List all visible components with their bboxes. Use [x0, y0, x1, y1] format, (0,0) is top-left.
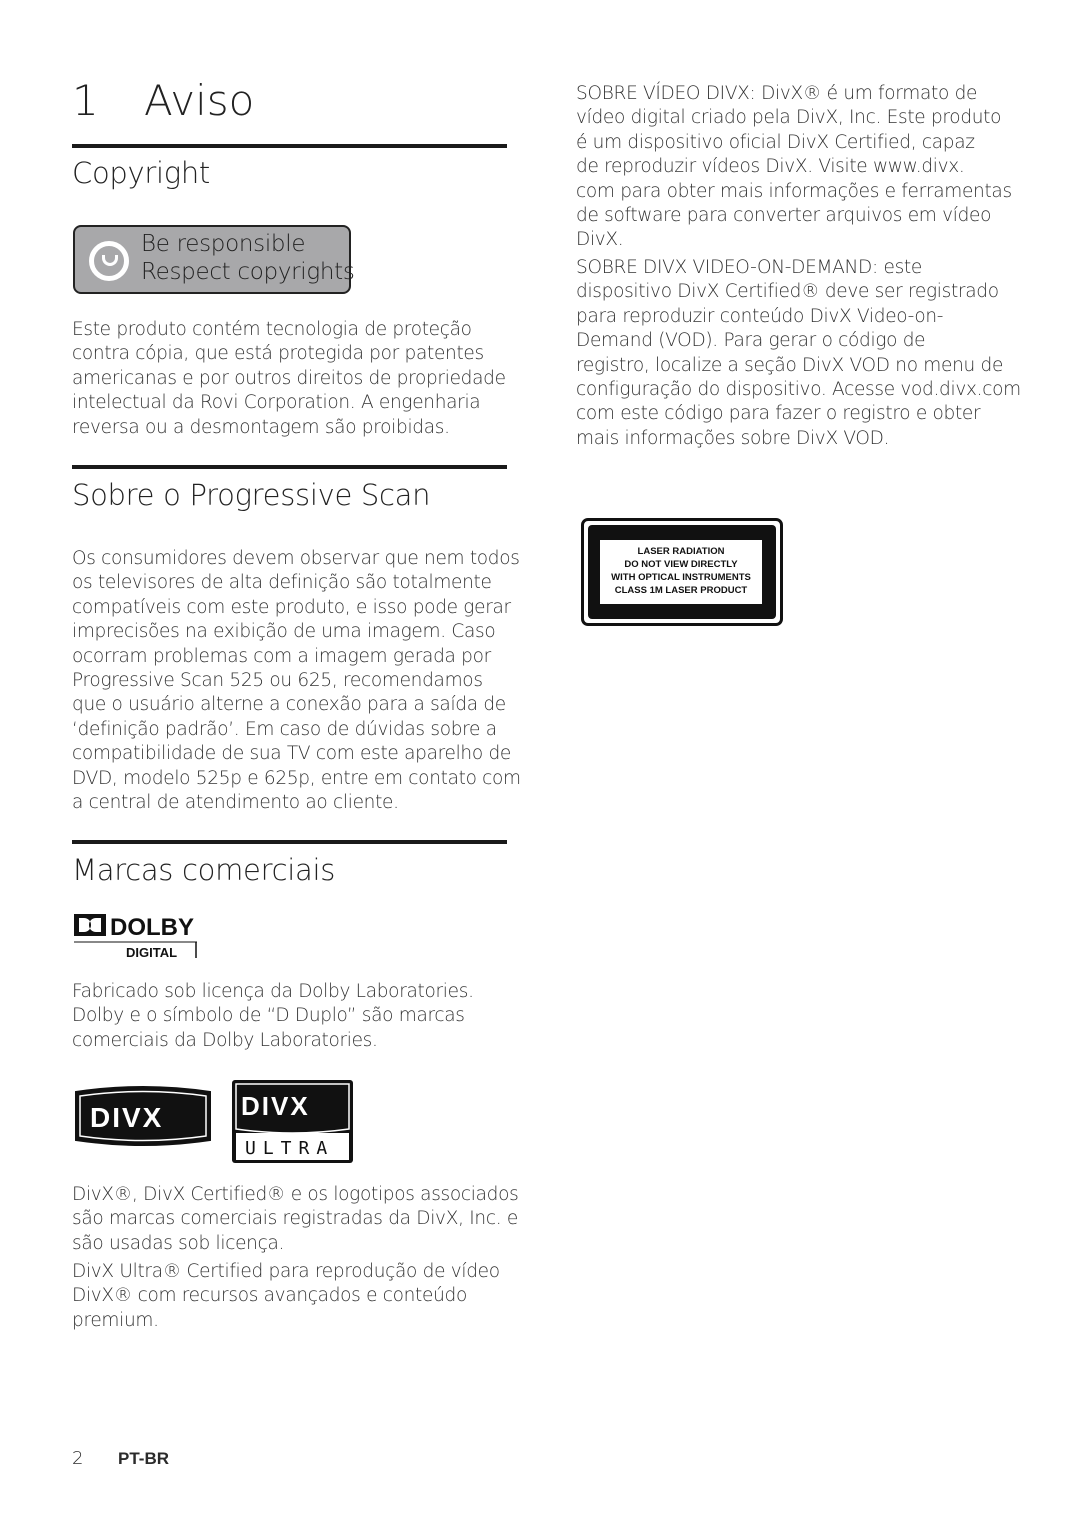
- heading-trademarks: Marcas comerciais: [72, 853, 336, 887]
- text-line: contra cópia, que está protegida por patentes: [72, 343, 484, 365]
- text-line: LASER RADIATION: [637, 546, 725, 557]
- chapter-number: 1: [72, 76, 99, 125]
- text-line: compatíveis com este produto, e isso pode gerar: [72, 596, 511, 618]
- text-line: ‘definição padrão’. Em caso de dúvidas sobre a: [72, 718, 497, 740]
- text-line: americanas e por outros direitos de propriedade: [72, 367, 506, 389]
- divx-logo: [72, 1084, 214, 1148]
- section-rule: [72, 840, 507, 844]
- text-line: é um dispositivo oficial DivX Certified, capaz: [576, 131, 975, 153]
- text-line: Dolby e o símbolo de “D Duplo” são marcas: [72, 1005, 465, 1027]
- text-line: SOBRE VÍDEO DIVX: DivX® é um formato de: [576, 83, 978, 104]
- text-line: DVD, modelo 525p e 625p, entre em contato com: [72, 767, 521, 789]
- divx-trademark-text: [72, 1183, 518, 1256]
- text-line: são usadas sob licença.: [72, 1232, 285, 1254]
- text-line: imprecisões na exibição de uma imagem. Caso: [72, 621, 496, 643]
- text-line: DivX Ultra® Certified para reprodução de vídeo: [72, 1261, 500, 1282]
- dolby-digital-word: DIGITAL: [126, 945, 178, 960]
- laser-warning-label: [581, 518, 783, 626]
- laser-label-text: [600, 540, 762, 604]
- divx-word: DIVX: [90, 1102, 164, 1133]
- text-line: os televisores de alta definição são totalmente: [72, 572, 492, 594]
- text-line: Progressive Scan 525 ou 625, recomendamos: [72, 670, 483, 692]
- text-line: DO NOT VIEW DIRECTLY: [624, 559, 738, 570]
- text-line: intelectual da Rovi Corporation. A engenharia: [72, 392, 481, 414]
- text-line: são marcas comerciais registradas da DivX, Inc. e: [72, 1208, 518, 1230]
- text-line: registro, localize a seção DivX VOD no menu de: [576, 354, 1004, 376]
- dolby-word: DOLBY: [110, 914, 194, 941]
- text-line: DivX®, DivX Certified® e os logotipos associados: [72, 1184, 519, 1205]
- text-line: ocorram problemas com a imagem gerada por: [72, 645, 491, 667]
- text-line: de reproduzir vídeos DivX. Visite www.divx.: [576, 156, 965, 178]
- dolby-digital-logo: [73, 912, 199, 960]
- divx-ultra-logo: [231, 1079, 354, 1164]
- text-line: configuração do dispositivo. Acesse vod.divx.com: [576, 379, 1021, 401]
- text-line: Fabricado sob licença da Dolby Laboratories.: [72, 981, 474, 1002]
- heading-copyright: Copyright: [72, 156, 210, 190]
- text-line: dispositivo DivX Certified® deve ser registrado: [576, 281, 999, 303]
- dolby-text: [72, 980, 474, 1053]
- text-line: de software para converter arquivos em vídeo: [576, 205, 992, 227]
- text-line: Os consumidores devem observar que nem todos: [72, 548, 520, 569]
- text-line: DivX.: [576, 229, 624, 251]
- ultra-word: ULTRA: [245, 1138, 335, 1159]
- section-rule: [72, 144, 507, 148]
- text-line: com este código para fazer o registro e obter: [576, 403, 981, 425]
- badge-line2: Respect copyrights: [141, 259, 355, 285]
- divx-ultra-text: [72, 1260, 500, 1333]
- divx-video-text: [576, 82, 1012, 253]
- text-line: a central de atendimento ao cliente.: [72, 792, 399, 814]
- copyright-circle-icon: [89, 241, 129, 281]
- section-rule: [72, 465, 507, 469]
- text-line: CLASS 1M LASER PRODUCT: [614, 585, 748, 596]
- text-line: Este produto contém tecnologia de proteção: [72, 319, 472, 340]
- divx-vod-text: [576, 256, 1021, 451]
- text-line: comerciais da Dolby Laboratories.: [72, 1029, 378, 1051]
- be-responsible-badge: [73, 225, 355, 294]
- text-line: mais informações sobre DivX VOD.: [576, 427, 890, 449]
- progressive-body: [72, 547, 521, 815]
- badge-line1: Be responsible: [141, 231, 306, 257]
- chapter-title: [72, 76, 254, 125]
- text-line: DivX® com recursos avançados e conteúdo: [72, 1285, 467, 1307]
- text-line: premium.: [72, 1309, 159, 1331]
- divx-ultra-word: DIVX: [241, 1091, 310, 1121]
- language-code: PT-BR: [118, 1449, 169, 1468]
- text-line: com para obter mais informações e ferramentas: [576, 180, 1012, 202]
- text-line: compatibilidade de sua TV com este aparelho de: [72, 743, 511, 765]
- text-line: para reproduzir conteúdo DivX Video-on-: [576, 305, 944, 327]
- page-number: 2: [72, 1448, 84, 1469]
- text-line: vídeo digital criado pela DivX, Inc. Este produto: [576, 107, 1002, 129]
- text-line: que o usuário alterne a conexão para a saída de: [72, 694, 506, 716]
- text-line: Demand (VOD). Para gerar o código de: [576, 330, 926, 352]
- text-line: reversa ou a desmontagem são proibidas.: [72, 416, 450, 438]
- text-line: SOBRE DIVX VIDEO-ON-DEMAND: este: [576, 257, 922, 278]
- copyright-body: [72, 318, 506, 440]
- text-line: WITH OPTICAL INSTRUMENTS: [611, 572, 751, 583]
- heading-progressive-scan: Sobre o Progressive Scan: [72, 478, 431, 512]
- chapter-title-text: Aviso: [144, 76, 255, 125]
